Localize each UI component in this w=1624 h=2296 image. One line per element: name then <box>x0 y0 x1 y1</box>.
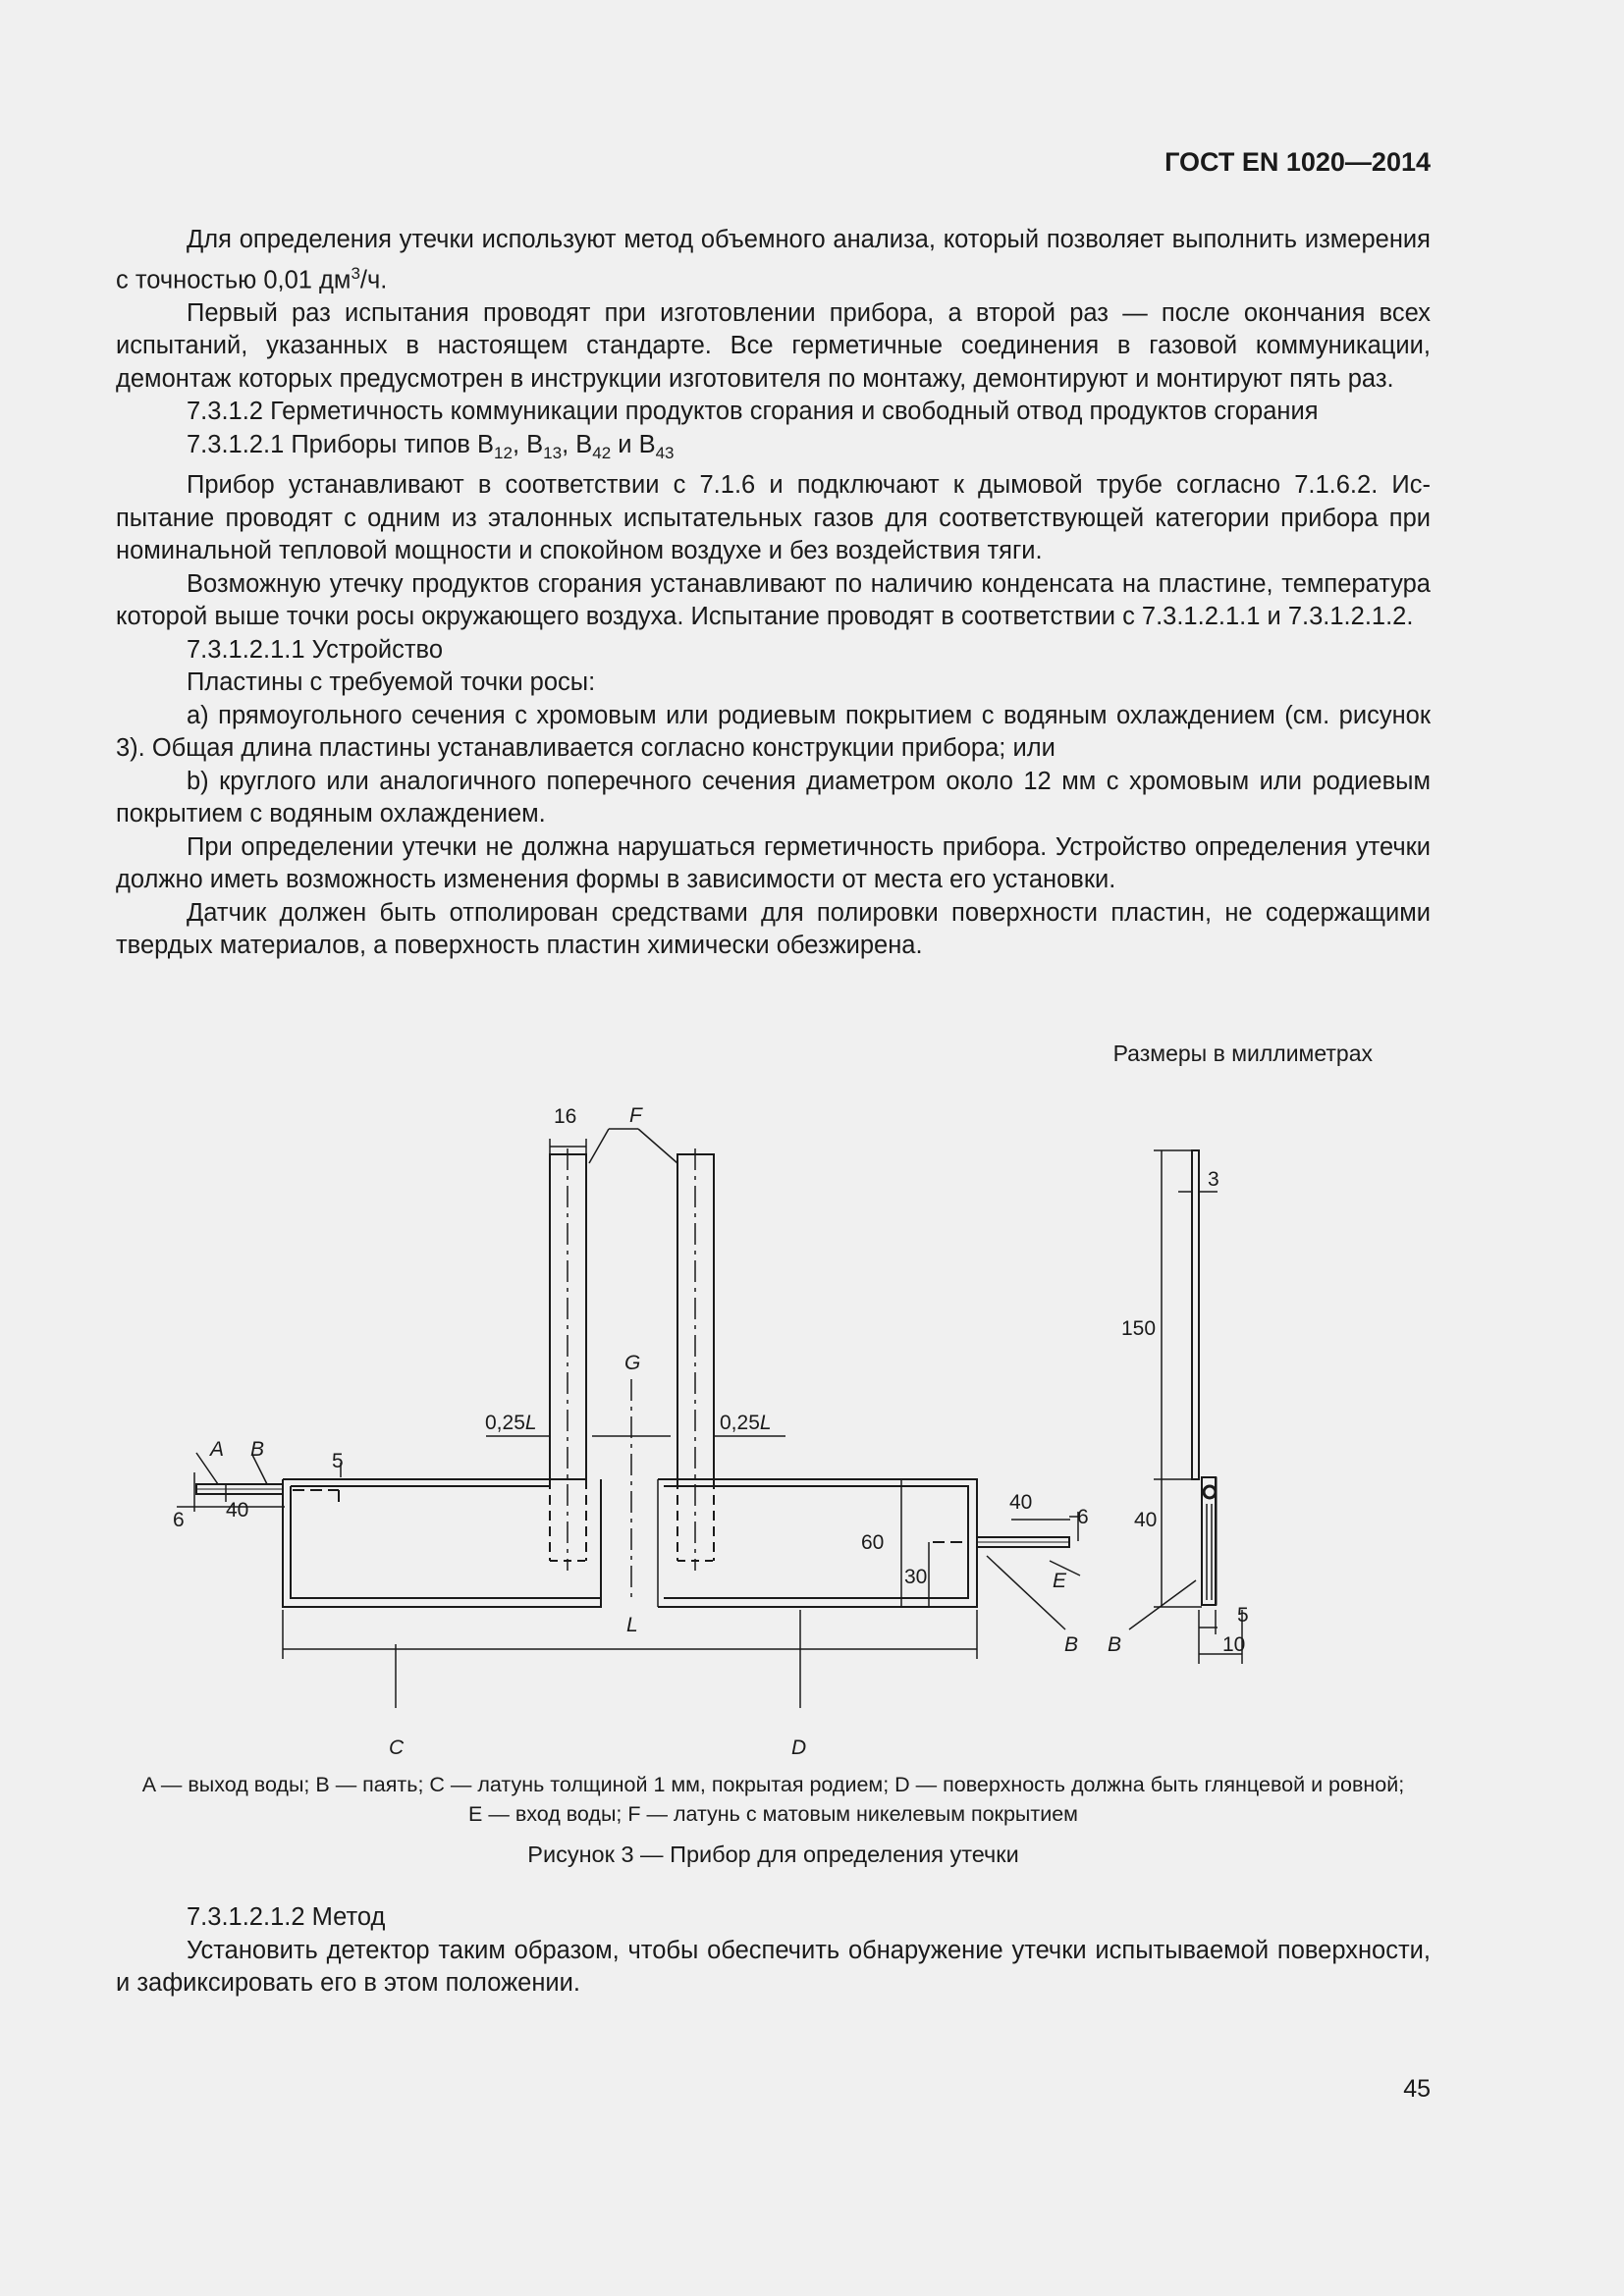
list-item: b) круглого или аналогичного поперечного сечения диаметром около 12 мм с хромовым или родиевым покрытием с водяным охлаждением. <box>116 767 1431 828</box>
figure-legend <box>116 1770 1431 1829</box>
document-header: ГОСТ EN 1020—2014 <box>1164 147 1431 177</box>
outlet-pipe-a <box>196 1484 339 1506</box>
dim-6-left: 6 <box>173 1509 185 1531</box>
legend-line: A — выход воды; B — паять; C — латунь толщиной 1 мм, покрытая родием; D — поверхность должна быть глянцевой и ровной; <box>141 1773 1405 1796</box>
dim-5: 5 <box>332 1450 344 1472</box>
dim-3: 3 <box>1208 1168 1219 1191</box>
dim-10: 10 <box>1222 1633 1246 1656</box>
dim-16: 16 <box>554 1105 577 1128</box>
paragraph: При определении утечки не должна нарушаться герметичность прибора. Устройство определения утечки должно иметь возможность изменения формы в зависимости от места его установки. <box>116 832 1431 894</box>
dim-40-side: 40 <box>1134 1509 1158 1531</box>
label-b-right: B <box>1064 1633 1079 1656</box>
figure-labels <box>173 1104 1249 1759</box>
paragraph: Первый раз испытания проводят при изготовлении прибора, а второй раз — после окончания всех испытаний, указанных в настоящем стандарте. Все герметичные соединения в газовой коммуникации, демонтаж которых предусмотрен в инструкции изготовителя по монтажу, демонтируют и монтируют пять раз. <box>116 298 1431 393</box>
dim-30: 30 <box>904 1566 928 1588</box>
dim-quarter-l-left: 0,25L <box>485 1412 537 1434</box>
inlet-pipe-e <box>933 1537 1069 1547</box>
figure-caption: Рисунок 3 — Прибор для определения утечки <box>527 1842 1019 1867</box>
section-heading: 7.3.1.2.1.1 Устройство <box>187 635 444 664</box>
label-l: L <box>626 1614 638 1636</box>
section-heading: 7.3.1.2.1 Приборы типов $B_{12}$, $B_{13}$, $B_{42}$ и $B_{43}$ <box>187 430 675 462</box>
label-c: C <box>389 1736 405 1759</box>
figure-3-drawing <box>0 1080 1624 1767</box>
label-f: F <box>629 1104 642 1127</box>
label-e: E <box>1053 1570 1067 1592</box>
label-d: D <box>791 1736 807 1759</box>
page-number: 45 <box>1403 2075 1431 2103</box>
tube-left <box>550 1148 586 1571</box>
label-b-side: B <box>1108 1633 1122 1656</box>
dim-40-left: 40 <box>226 1499 249 1522</box>
body-text-continued <box>116 1901 1431 2001</box>
legend-line: E — вход воды; F — латунь с матовым никелевым покрытием <box>468 1802 1078 1826</box>
paragraph: Возможную утечку продуктов сгорания устанавливают по наличию конденсата на пластине, температура которой выше точки росы окружающего воздуха. Испытание проводят в соответствии с 7.3.1.2.1.1 и 7.3.1.2.1.2. <box>116 569 1431 631</box>
dim-40-right: 40 <box>1009 1491 1033 1514</box>
paragraph: Пластины с требуемой точки росы: <box>187 668 596 697</box>
paragraph: Для определения утечки используют метод объемного анализа, который позволяет выполнить измерения с точностью 0,01 $дм^3/ч$. <box>116 226 1431 294</box>
label-b-left: B <box>250 1438 265 1461</box>
paragraph: Прибор устанавливают в соответствии с 7.1.6 и подключают к дымовой трубе согласно 7.1.6.2. Испытание проводят с одним из эталонных испытательных газов для соответствующей категории прибора при номинальной тепловой мощности и спокойном воздухе и без воздействия тяги. <box>116 471 1431 565</box>
side-view <box>1129 1150 1242 1664</box>
paragraph: Установить детектор таким образом, чтобы обеспечить обнаружение утечки испытываемой поверхности, и зафиксировать его в этом положении. <box>116 1936 1431 1997</box>
dim-5-side: 5 <box>1237 1604 1249 1627</box>
section-heading: 7.3.1.2.1.2 Метод <box>187 1903 386 1931</box>
dimensions-note: Размеры в миллиметрах <box>1112 1041 1373 1066</box>
list-item: а) прямоугольного сечения с хромовым или родиевым покрытием с водяным охлаждением (см. рисунок 3). Общая длина пластины устанавливается согласно конструкции прибора; или <box>116 701 1431 763</box>
label-a: A <box>210 1438 225 1461</box>
paragraph: Датчик должен быть отполирован средствами для полировки поверхности пластин, не содержащими твердых материалов, а поверхность пластин химически обезжирена. <box>116 898 1431 960</box>
body-text <box>116 224 1431 963</box>
dim-quarter-l-right: 0,25L <box>720 1412 772 1434</box>
dim-150: 150 <box>1121 1317 1157 1340</box>
dim-60: 60 <box>861 1531 885 1554</box>
section-heading: 7.3.1.2 Герметичность коммуникации продуктов сгорания и свободный отвод продуктов сгорания <box>187 398 1319 425</box>
label-g: G <box>624 1352 641 1374</box>
dim-6-right: 6 <box>1077 1506 1089 1528</box>
tube-right <box>677 1148 714 1571</box>
